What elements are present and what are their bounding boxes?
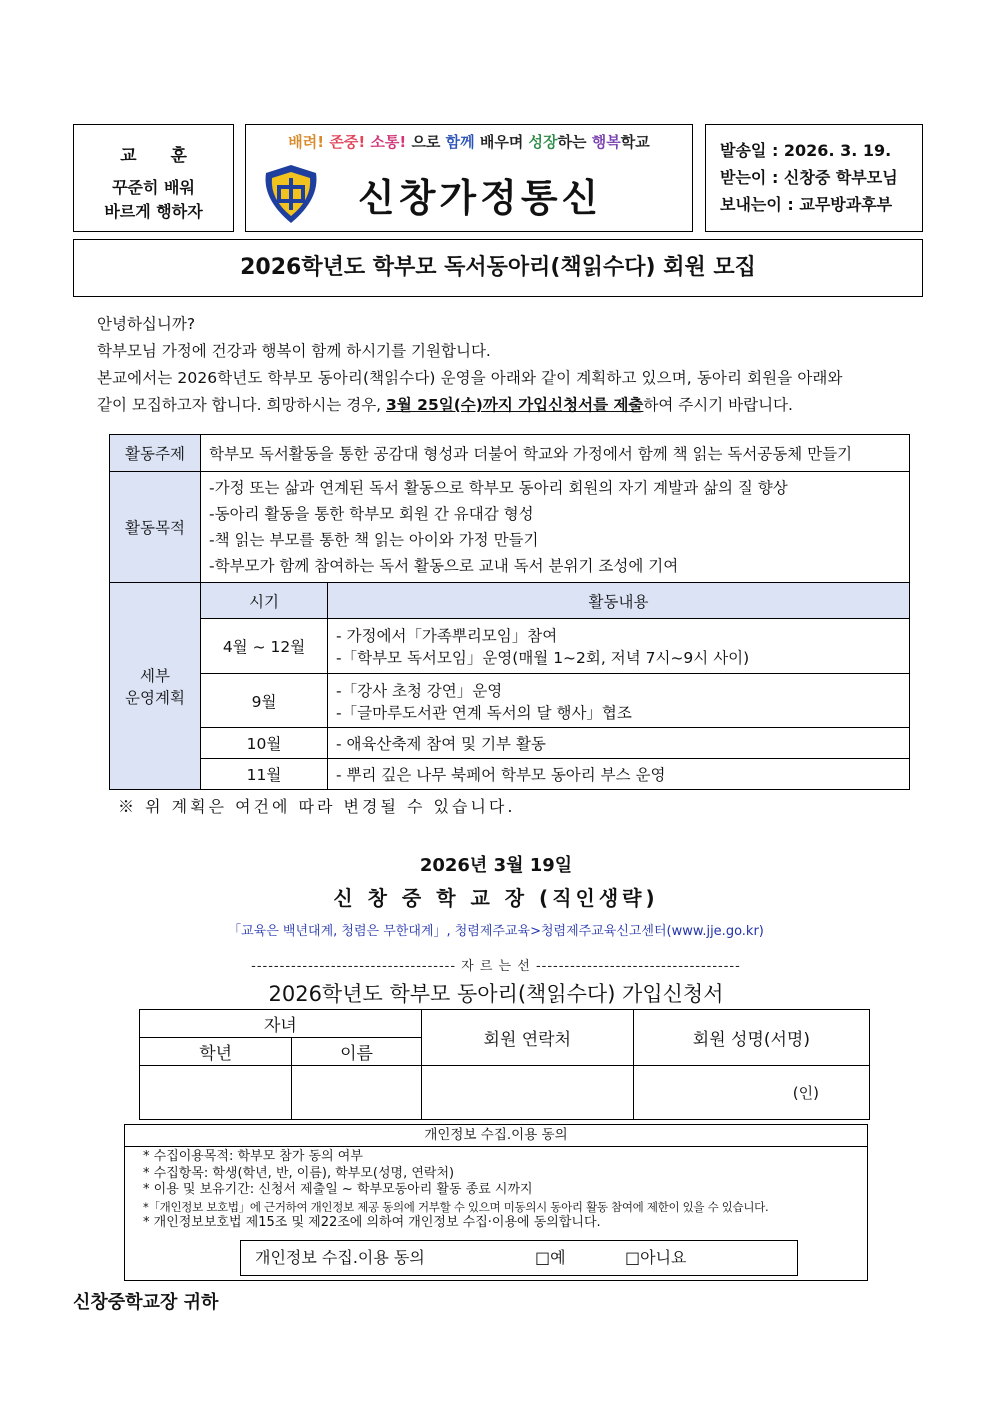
change-notice: ※ 위 계획은 여건에 따라 변경될 수 있습니다. [118,797,516,816]
goal-item: -동아리 활동을 통한 학부모 회원 간 유대감 형성 [209,505,534,523]
activity-item: -「학부모 독서모임」운영(매월 1~2회, 저녁 7시~9시 사이) [336,649,750,667]
slogan-segment: 학교 [620,133,650,151]
goal-item: -가정 또는 삶과 연계된 독서 활동으로 학부모 동아리 회원의 자기 계발과 삶의 질 향상 [209,479,788,497]
goal-row [110,472,910,583]
issue-date: 2026년 3월 19일 [419,855,573,876]
schedule-time: 11월 [201,759,328,790]
document-title: 2026학년도 학부모 독서동아리(책읽수다) 회원 모집 [73,239,923,297]
seal-mark: (인) [792,1084,819,1102]
schedule-time: 4월 ~ 12월 [201,619,328,674]
theme-label: 활동주제 [110,435,201,472]
intro-body-2 [97,393,793,415]
goal-item: -학부모가 함께 참여하는 독서 활동으로 교내 독서 분위기 조성에 기여 [209,557,679,575]
consent-no-checkbox[interactable]: □아니요 [625,1248,687,1267]
consent-label: 개인정보 수집.이용 동의 [255,1248,425,1267]
slogan-segment: 하는 [557,133,592,151]
slogan-segment: 배려! [288,133,330,151]
cut-line: ------------------------------------ 자 르 는 선 ------------------------------------ [251,959,741,974]
slogan-segment: 존중! [329,133,371,151]
privacy-line: * 이용 및 보유기간: 신청서 제출일 ~ 학부모동아리 활동 종료 시까지 [143,1182,533,1197]
col-activity-header: 활동내용 [328,583,910,619]
slogan-segment: 소통! [370,133,412,151]
form-header-row [140,1010,870,1038]
schedule-header-row [110,583,910,619]
activity-item: - 뿌리 깊은 나무 북페어 학부모 동아리 부스 운영 [328,759,910,790]
goal-list [201,472,910,583]
newsletter-title: 신창가정통신 [358,176,603,220]
slogan-segment: 행복 [591,133,621,151]
plan-table [109,434,910,790]
schedule-time: 9월 [201,674,328,728]
application-form [139,1009,870,1120]
contact-header: 회원 연락처 [421,1010,633,1066]
privacy-line: * 수집항목: 학생(학년, 반, 이름), 학부모(성명, 연락처) [143,1165,455,1181]
slogan-segment: 배우며 [479,133,529,151]
integrity-campaign: 「교육은 백년대계, 청렴은 무한대계」, 청렴제주교육>청렴제주교육신고센터(www.jje.go.kr) [228,924,764,939]
greeting: 안녕하십니까? [97,315,196,333]
sent-date: 발송일 : 2026. 3. 19. [720,141,892,160]
schedule-activity [328,619,910,674]
form-input-row [140,1066,870,1120]
col-time-header: 시기 [201,583,328,619]
privacy-line: * 수집이용목적: 학부모 참가 동의 여부 [143,1149,363,1164]
goal-item: -책 읽는 부모를 통한 책 읽는 아이와 가정 만들기 [209,531,539,549]
activity-item: - 가정에서「가족뿌리모임」참여 [336,627,558,645]
intro-body-2-pre: 같이 모집하고자 합니다. 희망하시는 경우, [97,396,387,414]
addressee: 신창중학교장 귀하 [73,1292,219,1313]
privacy-line: * 개인정보보호법 제15조 및 제22조에 의하여 개인정보 수집·이용에 동의합니다. [143,1215,601,1230]
schedule-label-line-2: 운영계획 [125,689,185,707]
privacy-line: *「개인정보 보호법」에 근거하여 개인정보 제공 동의에 거부할 수 있으며 미동의시 동아리 활동 참여에 제한이 있을 수 있습니다. [143,1199,769,1214]
sender: 보내는이 : 교무방과후부 [720,195,893,214]
send-info-box [705,124,923,232]
form-title: 2026학년도 학부모 동아리(책읽수다) 가입신청서 [268,982,724,1006]
privacy-header: 개인정보 수집.이용 동의 [125,1125,867,1147]
schedule-row [110,619,910,674]
schedule-label [110,583,201,790]
theme-row [110,435,910,472]
intro-body-1: 본교에서는 2026학년도 학부모 동아리(책읽수다) 운영을 아래와 같이 계획하고 있으며, 동아리 회원을 아래와 [97,369,843,387]
consent-choice-box [240,1240,798,1276]
child-header: 자녀 [140,1010,422,1038]
member-name-header: 회원 성명(서명) [633,1010,869,1066]
contact-input-cell[interactable] [421,1066,633,1120]
motto-line-1: 꾸준히 배워 [112,178,195,197]
intro-body-2-post: 하여 주시기 바랍니다. [643,396,793,414]
wish-line: 학부모님 가정에 건강과 행복이 함께 하시기를 기원합니다. [97,342,491,360]
deadline-emphasis: 3월 25일(수)까지 가입신청서를 제출 [386,396,644,414]
schedule-time: 10월 [201,728,328,759]
activity-item: - 애육산축제 참여 및 기부 활동 [328,728,910,759]
schedule-row [110,728,910,759]
activity-item: -「강사 초청 강연」운영 [336,681,503,700]
slogan-segment: 함께 [445,133,480,151]
schedule-row [110,674,910,728]
name-header: 이름 [292,1038,421,1066]
theme-text: 학부모 독서활동을 통한 공감대 형성과 더불어 학교와 가정에서 함께 책 읽는 독서공동체 만들기 [201,435,910,472]
motto-title: 교 훈 [120,146,201,166]
recipient: 받는이 : 신창중 학부모님 [720,168,898,187]
name-input-cell[interactable] [292,1066,421,1120]
slogan-segment: 으로 [411,133,446,151]
schedule-row [110,759,910,790]
consent-yes-checkbox[interactable]: □예 [535,1248,566,1267]
activity-item: -「글마루도서관 연계 독서의 달 행사」협조 [336,703,632,722]
grade-input-cell[interactable] [140,1066,292,1120]
goal-label: 활동목적 [110,472,201,583]
school-slogan [246,131,692,152]
masthead [245,124,693,232]
grade-header: 학년 [140,1038,292,1066]
motto-line-2: 바르게 행하자 [104,202,203,221]
signature-cell[interactable] [633,1066,869,1120]
school-logo-icon [260,163,322,225]
slogan-segment: 성장 [528,133,558,151]
motto-box [73,124,234,232]
principal-signature: 신 창 중 학 교 장 (직인생략) [333,886,659,910]
schedule-activity [328,674,910,728]
schedule-label-line-1: 세부 [140,667,170,685]
